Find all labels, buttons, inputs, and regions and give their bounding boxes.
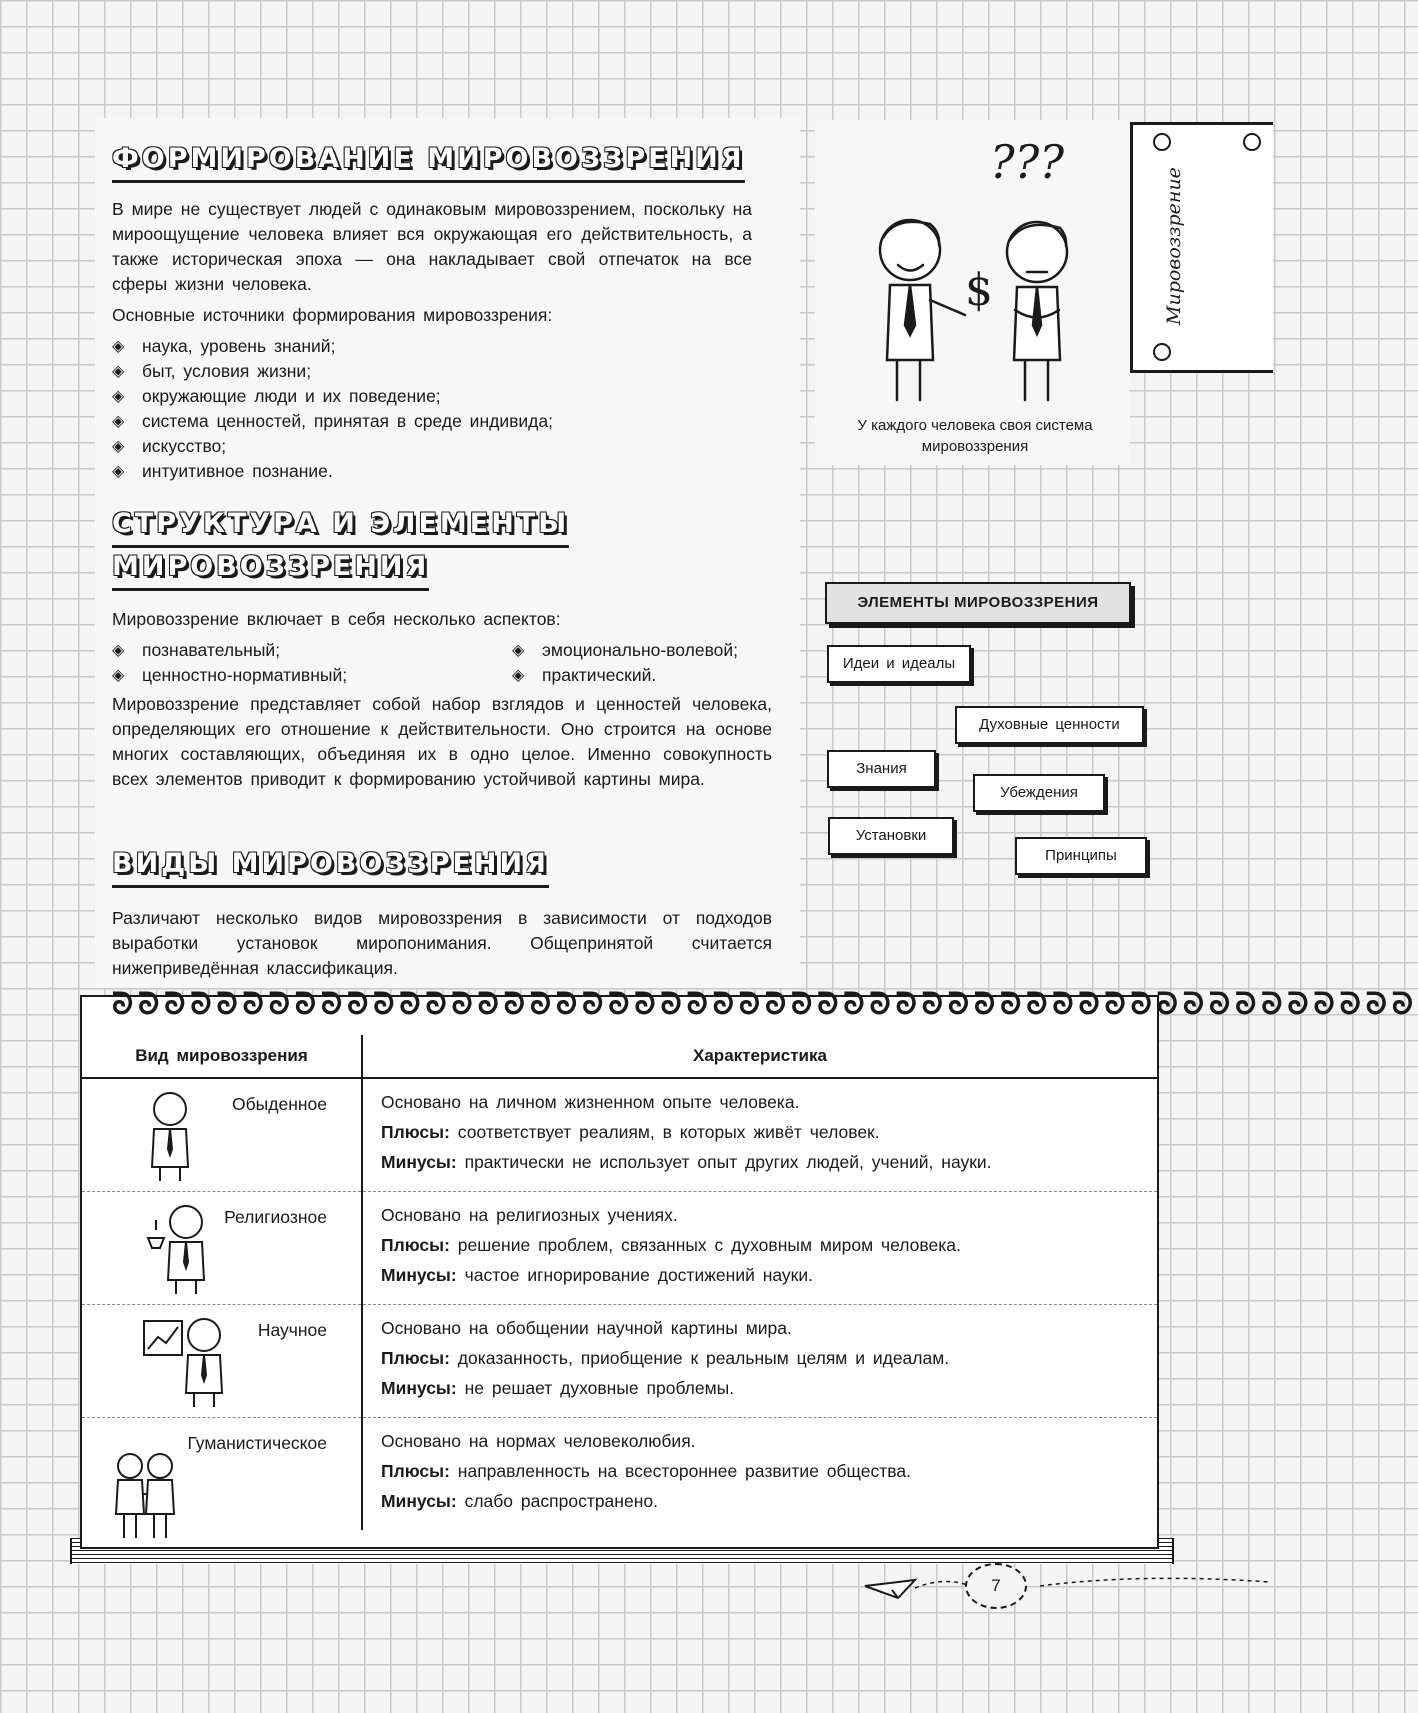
humanistic-men-icon [112,1448,182,1543]
formation-heading: ФОРМИРОВАНИЕ МИРОВОЗЗРЕНИЯ [112,140,752,183]
left-man-legs [897,360,920,400]
type-minus: частое игнорирование достижений науки. [464,1265,813,1285]
type-basis: Основано на нормах человеколюбия. [381,1431,696,1451]
paper-plane-icon [865,1580,915,1598]
plus-label: Плюсы: [381,1235,450,1255]
table-row [82,1418,1157,1531]
plus-label: Плюсы: [381,1461,450,1481]
type-plus: направленность на всестороннее развитие общества. [457,1461,911,1481]
minus-label: Минусы: [381,1491,457,1511]
types-heading: ВИДЫ МИРОВОЗЗРЕНИЯ [112,845,772,888]
aspects-list [112,638,772,688]
element-tag: Знания [827,750,936,788]
formation-paragraph: В мире не существует людей с одинаковым мировоззрением, поскольку на мироощущение человека влияет вся окружающая его действительность, а также историческая эпоха — она накладывает свой отпечаток на все сферы жизни человека. [112,199,752,294]
structure-heading: СТРУКТУРА И ЭЛЕМЕНТЫ МИРОВОЗЗРЕНИЯ [112,505,772,591]
type-plus: доказанность, приобщение к реальным целям и идеалам. [457,1348,950,1368]
list-item: ◈ интуитивное познание. [112,459,752,484]
notebook [80,995,1159,1549]
type-basis: Основано на обобщении научной картины мира. [381,1318,792,1338]
illustration-panel [815,120,1130,465]
dollar-sign: $ [965,265,993,316]
type-name: Гуманистическое [187,1433,327,1453]
element-tag: Принципы [1015,837,1147,875]
ordinary-man-icon [142,1087,202,1182]
element-tag: Убеждения [973,774,1105,812]
list-item: ◈ практический. [512,663,738,688]
list-item: ◈ познавательный; [112,638,512,663]
type-name: Религиозное [224,1207,327,1227]
play-back-icon [1153,133,1171,151]
type-plus: решение проблем, связанных с духовным миром человека. [457,1235,961,1255]
type-name: Обыденное [232,1094,327,1114]
question-marks: ??? [990,135,1064,189]
type-plus: соответствует реалиям, в которых живёт человек. [457,1122,880,1142]
element-tag: Установки [828,817,954,855]
structure-intro: Мировоззрение включает в себя несколько аспектов: [112,609,561,629]
types-paragraph: Различают несколько видов мировоззрения в зависимости от подходов выработки установок миропонимания. Общепринятой считается нижеприведённая классификация. [112,908,772,978]
element-tag: Идеи и идеалы [827,645,971,683]
sources-intro: Основные источники формирования мировоззрения: [112,305,553,325]
pin-icon [1243,133,1261,151]
table-row [82,1305,1157,1418]
page-number: 7 [965,1563,1027,1609]
structure-paragraph: Мировоззрение представляет собой набор взглядов и ценностей человека, определяющих его отношение к действительности. Оно строится на основе многих составляющих, объединяя их в одно целое. Именно совокупность всех элементов приводит к формированию устойчивой картины мира. [112,694,772,789]
illustration-caption: У каждого человека своя система мировоззрения [857,417,1093,455]
minus-label: Минусы: [381,1378,457,1398]
list-item: ◈ наука, уровень знаний; [112,334,752,359]
list-item: ◈ ценностно-нормативный; [112,663,512,688]
right-man-legs [1025,360,1048,400]
type-name: Научное [257,1320,327,1340]
play-icon [1153,343,1171,361]
type-minus: слабо распространено. [464,1491,658,1511]
left-man-arm [930,300,965,315]
sources-list [112,334,752,484]
minus-label: Минусы: [381,1152,457,1172]
table-row [82,1192,1157,1305]
header-characteristic: Характеристика [362,1035,1157,1078]
side-tab-label: Мировоззрение [1163,167,1185,325]
side-tab[interactable] [1130,122,1273,373]
elements-title: ЭЛЕМЕНТЫ МИРОВОЗЗРЕНИЯ [825,582,1131,624]
list-item: ◈ искусство; [112,434,752,459]
types-table [82,1035,1157,1530]
list-item: ◈ окружающие люди и их поведение; [112,384,752,409]
paper-plane-trail [860,1568,1270,1613]
list-item: ◈ эмоционально-волевой; [512,638,738,663]
element-tag: Духовные ценности [955,706,1144,744]
religious-man-icon [142,1200,222,1295]
structure-section [112,505,772,792]
minus-label: Минусы: [381,1265,457,1285]
formation-section [112,140,752,484]
spiral-binding: ᘐᘐᘐᘐᘐᘐᘐᘐᘐᘐᘐᘐᘐᘐᘐᘐᘐᘐᘐᘐᘐᘐᘐᘐᘐᘐᘐᘐᘐᘐᘐᘐᘐᘐᘐᘐᘐᘐᘐᘐᘐᘐᘐᘐᘐᘐᘐᘐᘐᘐ [112,987,1418,1022]
list-item: ◈ быт, условия жизни; [112,359,752,384]
type-basis: Основано на религиозных учениях. [381,1205,678,1225]
scientific-man-icon [142,1313,232,1408]
list-item: ◈ система ценностей, принятая в среде индивида; [112,409,752,434]
type-basis: Основано на личном жизненном опыте человека. [381,1092,800,1112]
header-type: Вид мировоззрения [82,1035,362,1078]
types-section [112,845,772,981]
plus-label: Плюсы: [381,1122,450,1142]
type-minus: практически не использует опыт других людей, учений, науки. [464,1152,992,1172]
type-minus: не решает духовные проблемы. [464,1378,735,1398]
table-row [82,1078,1157,1192]
plus-label: Плюсы: [381,1348,450,1368]
